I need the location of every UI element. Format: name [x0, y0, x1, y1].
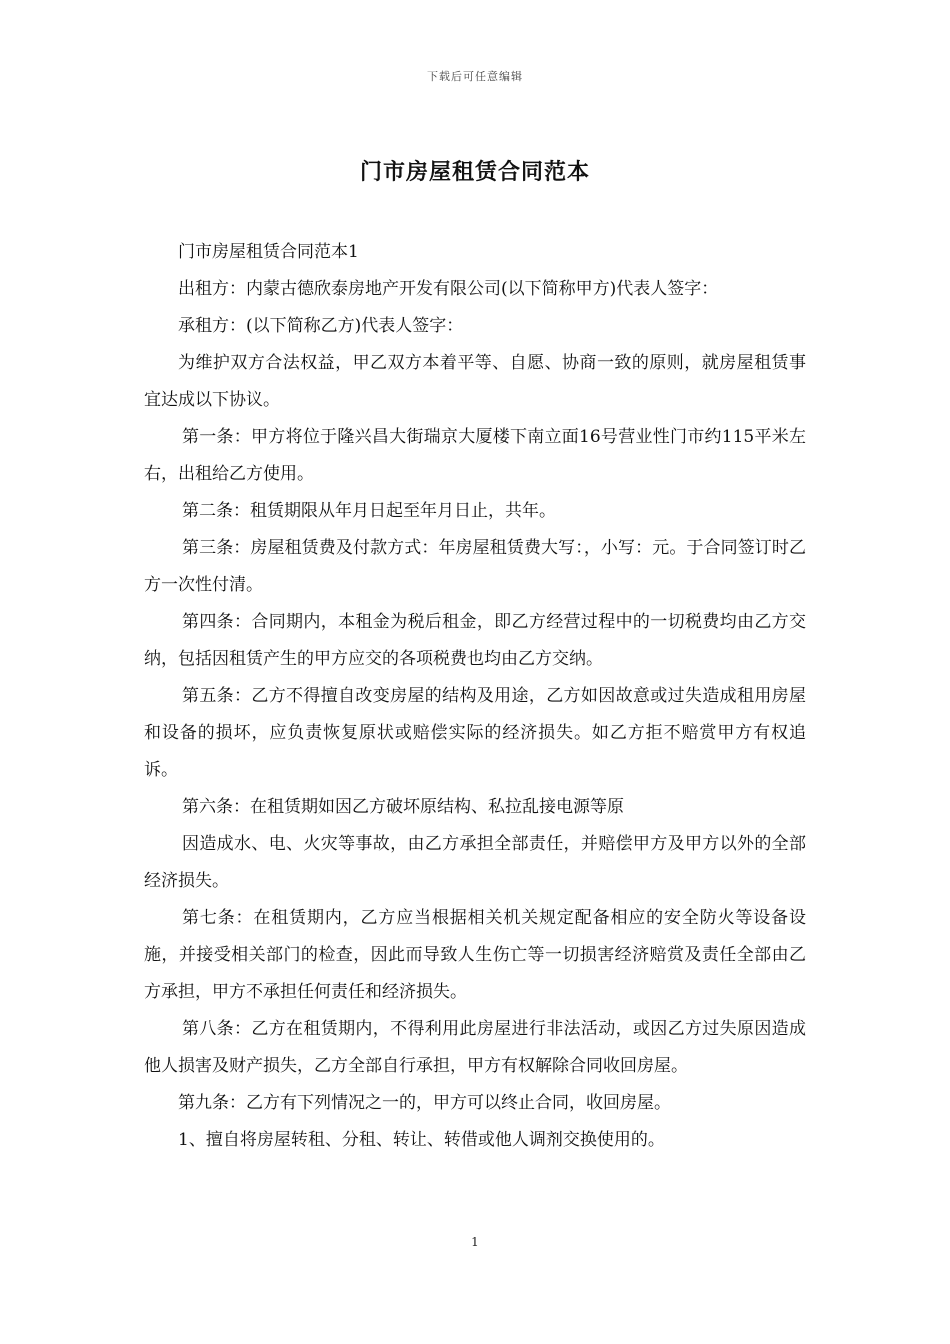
paragraph-article-7: 第七条：在租赁期内，乙方应当根据相关机关规定配备相应的安全防火等设备设施，并接受相关部门的检查，因此而导致人生伤亡等一切损害经济赔赏及责任全部由乙方承担，甲方不承担任何责任和经济损失。	[144, 908, 806, 1002]
paragraph-article-6: 第六条：在租赁期如因乙方破坏原结构、私拉乱接电源等原	[182, 797, 624, 817]
paragraph-article-3: 第三条：房屋租赁费及付款方式：年房屋租赁费大写：，小写：元。于合同签订时乙方一次性付清。	[144, 538, 806, 595]
paragraph-article-2: 第二条：租赁期限从年月日起至年月日止，共年。	[182, 501, 556, 521]
page-number: 1	[471, 1235, 479, 1249]
paragraph-lessee: 承租方：(以下简称乙方)代表人签字：	[178, 316, 464, 336]
paragraph-lessor: 出租方：内蒙古德欣泰房地产开发有限公司(以下简称甲方)代表人签字：	[178, 279, 719, 299]
paragraph-item-1: 1、擅自将房屋转租、分租、转让、转借或他人调剂交换使用的。	[178, 1130, 665, 1150]
paragraph-subtitle: 门市房屋租赁合同范本1	[178, 242, 359, 262]
paragraph-article-4: 第四条：合同期内，本租金为税后租金，即乙方经营过程中的一切税费均由乙方交纳，包括因租赁产生的甲方应交的各项税费也均由乙方交纳。	[144, 612, 806, 669]
document-title: 门市房屋租赁合同范本	[359, 160, 590, 185]
paragraph-article-1: 第一条：甲方将位于隆兴昌大街瑞京大厦楼下南立面16号营业性门市约115平米左右，出租给乙方使用。	[144, 427, 806, 484]
paragraph-article-9: 第九条：乙方有下列情况之一的，甲方可以终止合同，收回房屋。	[178, 1093, 671, 1113]
page-header-note: 下载后可任意编辑	[427, 70, 523, 83]
paragraph-preamble: 为维护双方合法权益，甲乙双方本着平等、自愿、协商一致的原则，就房屋租赁事宜达成以下协议。	[144, 353, 806, 410]
paragraph-article-5: 第五条：乙方不得擅自改变房屋的结构及用途，乙方如因故意或过失造成租用房屋和设备的损坏，应负责恢复原状或赔偿实际的经济损失。如乙方拒不赔赏甲方有权追诉。	[144, 686, 806, 780]
paragraph-article-6-continued: 因造成水、电、火灾等事故，由乙方承担全部责任，并赔偿甲方及甲方以外的全部经济损失。	[144, 834, 806, 891]
paragraph-article-8: 第八条：乙方在租赁期内，不得利用此房屋进行非法活动，或因乙方过失原因造成他人损害及财产损失，乙方全部自行承担，甲方有权解除合同收回房屋。	[144, 1019, 806, 1076]
document-body	[144, 234, 806, 1159]
